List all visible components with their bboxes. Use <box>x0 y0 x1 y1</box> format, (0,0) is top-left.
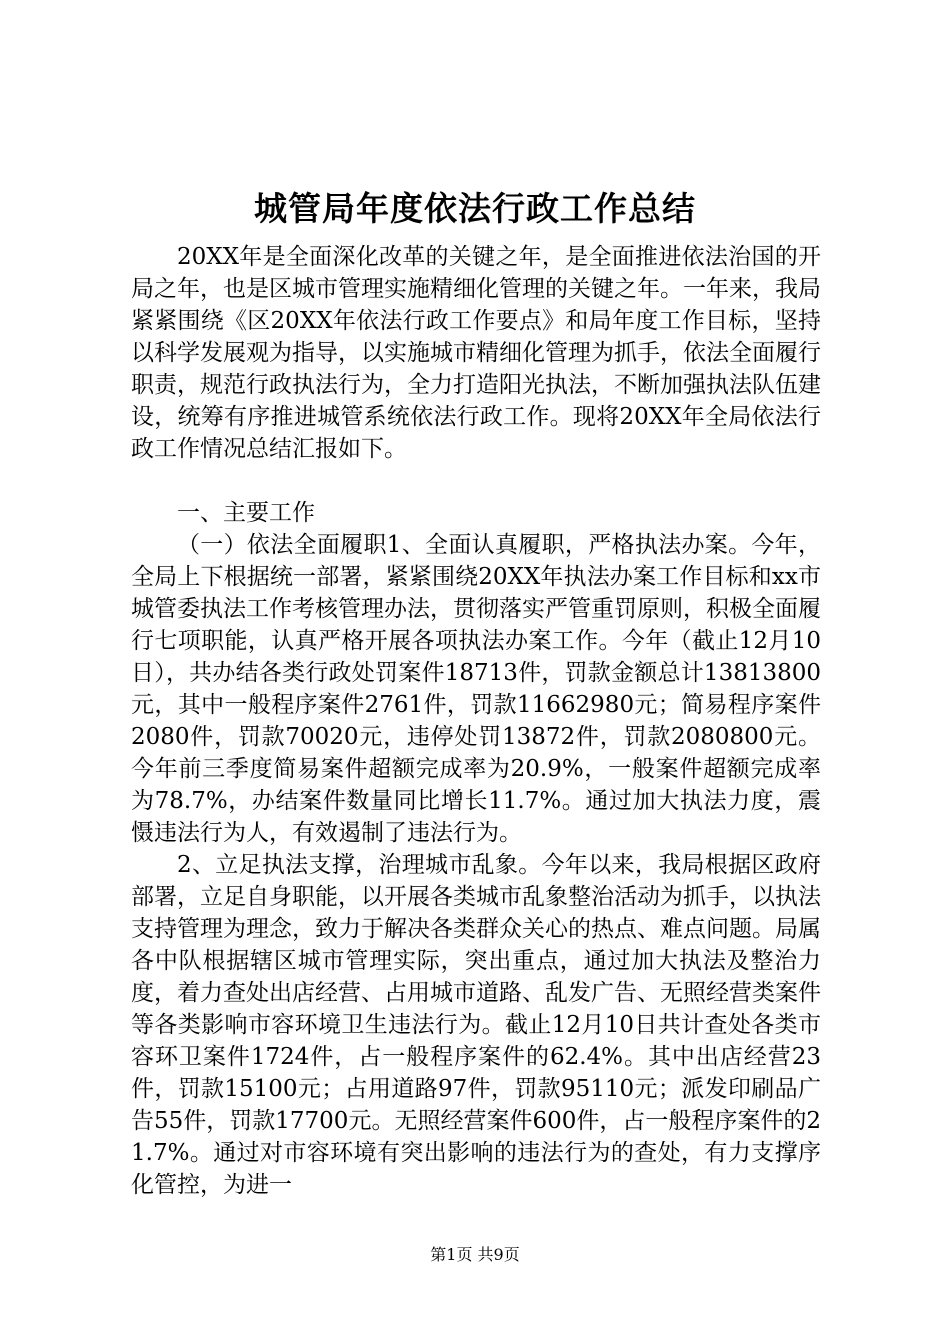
section-1-paragraph: （一）依法全面履职1、全面认真履职，严格执法办案。今年，全局上下根据统一部署，紧紧围绕20XX年执法办案工作目标和xx市城管委执法工作考核管理办法，贯彻落实严管重罚原则，积极全面履行七项职能，认真严格开展各项执法办案工作。今年（截止12月10日），共办结各类行政处罚案件18713件，罚款金额总计13813800元，其中一般程序案件2761件，罚款11662980元；简易程序案件2080件，罚款70020元，违停处罚13872件，罚款2080800元。今年前三季度简易案件超额完成率为20.9%，一般案件超额完成率为78.7%，办结案件数量同比增长11.7%。通过加大执法力度，震慑违法行为人，有效遏制了违法行为。 <box>131 532 821 846</box>
document-body <box>131 241 821 1201</box>
paragraph-gap <box>131 465 821 497</box>
section-heading: 一、主要工作 <box>177 500 315 526</box>
page-footer: 第1页 共9页 <box>430 1245 520 1264</box>
intro-paragraph: 20XX年是全面深化改革的关键之年，是全面推进依法治国的开局之年，也是区城市管理实施精细化管理的关键之年。一年来，我局紧紧围绕《区20XX年依法行政工作要点》和局年度工作目标，坚持以科学发展观为指导，以实施城市精细化管理为抓手，依法全面履行职责，规范行政执法行为，全力打造阳光执法，不断加强执法队伍建设，统筹有序推进城管系统依法行政工作。现将20XX年全局依法行政工作情况总结汇报如下。 <box>131 244 821 462</box>
document-title: 城管局年度依法行政工作总结 <box>254 189 696 228</box>
section-2-paragraph: 2、立足执法支撑，治理城市乱象。今年以来，我局根据区政府部署，立足自身职能，以开展各类城市乱象整治活动为抓手，以执法支持管理为理念，致力于解决各类群众关心的热点、难点问题。局属各中队根据辖区城市管理实际，突出重点，通过加大执法及整治力度，着力查处出店经营、占用城市道路、乱发广告、无照经营类案件等各类影响市容环境卫生违法行为。截止12月10日共计查处各类市容环卫案件1724件，占一般程序案件的62.4%。其中出店经营23件，罚款15100元；占用道路97件，罚款95110元；派发印刷品广告55件，罚款17700元。无照经营案件600件，占一般程序案件的21.7%。通过对市容环境有突出影响的违法行为的查处，有力支撑序化管控，为进一 <box>131 852 821 1198</box>
